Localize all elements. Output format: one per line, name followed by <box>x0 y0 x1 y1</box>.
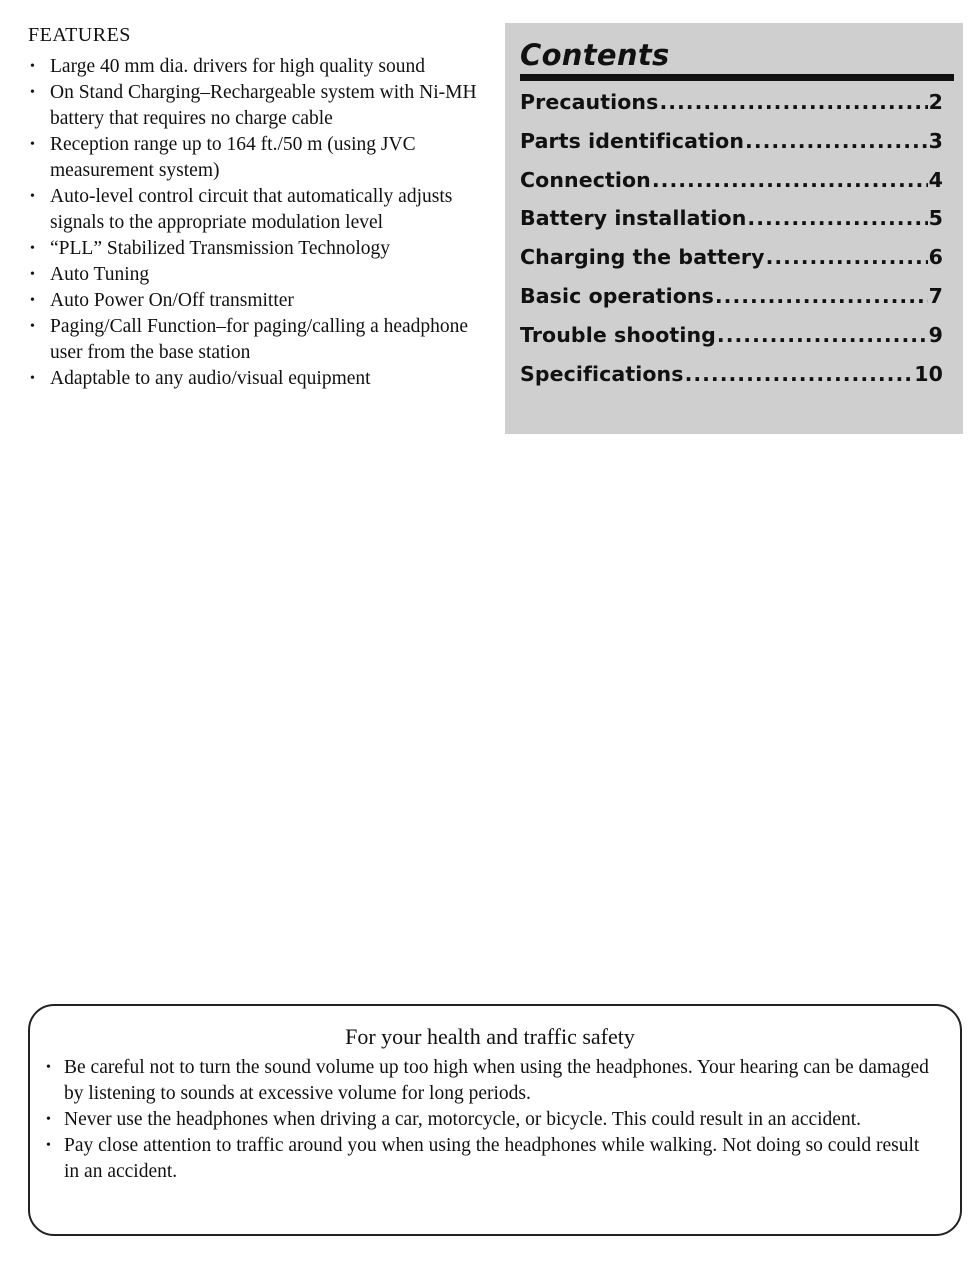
toc-page-number: 2 <box>928 90 943 114</box>
feature-item: • Adaptable to any audio/visual equipment <box>28 366 483 392</box>
feature-item: • Auto Power On/Off transmitter <box>28 288 483 314</box>
feature-item: • Large 40 mm dia. drivers for high quality sound <box>28 54 483 80</box>
toc-page-number: 3 <box>928 128 943 153</box>
toc-entry-parts-identification[interactable] <box>520 129 943 168</box>
safety-notice-box <box>28 1004 962 1236</box>
features-list <box>28 54 483 392</box>
feature-item: • Auto Tuning <box>28 262 483 288</box>
contents-heading: Contents <box>520 38 670 72</box>
toc-page-number: 4 <box>928 167 943 192</box>
toc-page-number: 7 <box>928 283 943 308</box>
toc-label: Parts identification <box>520 128 745 153</box>
toc-entry-battery-installation[interactable] <box>520 206 943 245</box>
safety-heading: For your health and traffic safety <box>345 1024 635 1049</box>
toc-label: Basic operations <box>520 283 714 308</box>
toc-entry-precautions[interactable] <box>520 90 943 129</box>
toc-page-number: 5 <box>928 206 943 231</box>
features-heading: FEATURES <box>28 24 131 46</box>
toc-entry-connection[interactable] <box>520 168 943 207</box>
toc-leader-dots <box>745 129 928 153</box>
toc-leader-dots <box>747 206 927 230</box>
toc-entry-specifications[interactable] <box>520 362 943 401</box>
toc-leader-dots <box>766 245 928 269</box>
toc-label: Specifications <box>520 361 684 386</box>
toc-label: Precautions <box>520 90 659 114</box>
toc-label: Connection <box>520 167 651 192</box>
toc-leader-dots <box>715 284 928 308</box>
table-of-contents <box>520 90 943 400</box>
toc-page-number: 6 <box>928 245 943 270</box>
contents-panel <box>505 23 963 434</box>
feature-item: • Paging/Call Function–for paging/calling a headphone user from the base station <box>28 314 483 366</box>
toc-page-number: 10 <box>914 361 943 386</box>
toc-page-number: 9 <box>928 322 943 347</box>
toc-entry-trouble-shooting[interactable] <box>520 323 943 362</box>
contents-divider <box>520 74 954 81</box>
toc-label: Charging the battery <box>520 245 765 270</box>
feature-item: • Auto-level control circuit that automatically adjusts signals to the appropriate modulation level <box>28 184 483 236</box>
safety-item: • Pay close attention to traffic around you when using the headphones while walking. Not doing so could result in an accident. <box>44 1133 936 1185</box>
feature-item: • “PLL” Stabilized Transmission Technology <box>28 236 483 262</box>
toc-leader-dots <box>659 90 927 114</box>
toc-entry-basic-operations[interactable] <box>520 284 943 323</box>
toc-entry-charging-the-battery[interactable] <box>520 245 943 284</box>
toc-leader-dots <box>717 323 928 347</box>
features-section <box>28 22 483 392</box>
toc-leader-dots <box>652 168 928 192</box>
toc-label: Battery installation <box>520 206 747 231</box>
toc-label: Trouble shooting <box>520 322 716 347</box>
feature-item: • On Stand Charging–Rechargeable system with Ni-MH battery that requires no charge cable <box>28 80 483 132</box>
safety-list <box>44 1055 936 1185</box>
toc-leader-dots <box>685 362 914 386</box>
feature-item: • Reception range up to 164 ft./50 m (using JVC measurement system) <box>28 132 483 184</box>
safety-item: • Never use the headphones when driving a car, motorcycle, or bicycle. This could result in an accident. <box>44 1107 936 1133</box>
safety-item: • Be careful not to turn the sound volume up too high when using the headphones. Your hearing can be damaged by listening to sounds at excessive volume for long periods. <box>44 1055 936 1107</box>
